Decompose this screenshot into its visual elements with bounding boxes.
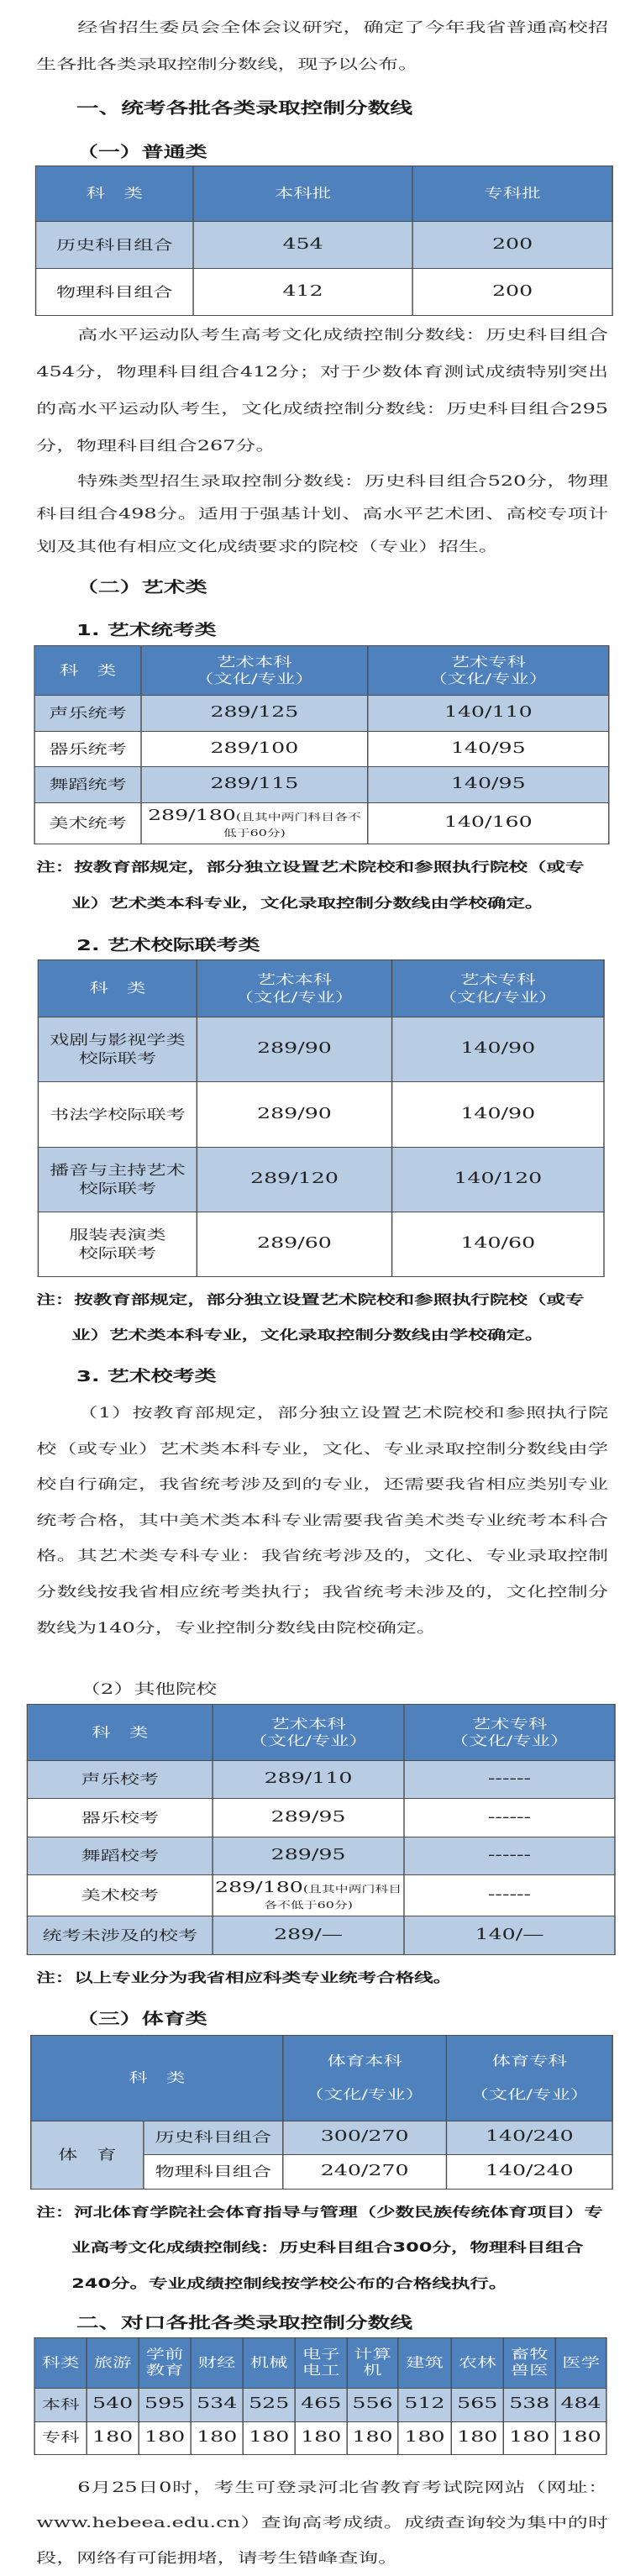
other-schools-note: 注：以上专业分为我省相应科类专业统考合格线。	[36, 1970, 453, 1985]
value-text: 180	[249, 2428, 290, 2446]
value-cell	[283, 2154, 447, 2189]
value-cell	[193, 269, 412, 316]
section-1-heading: 一、统考各批各类录取控制分数线	[76, 100, 413, 118]
value-cell	[191, 2388, 243, 2421]
special-type-paragraph: 特殊类型招生录取控制分数线：历史科目组合520分，物理科目组合498分。适用于强基计划、高水平艺术团、高校专项计划及其他有相应文化成绩要求的院校（专业）招生。	[36, 473, 609, 555]
header-title: 体育本科	[327, 2053, 402, 2069]
table-row	[36, 222, 613, 269]
value-cell	[139, 2421, 191, 2454]
value-cell	[555, 2388, 606, 2421]
art-unified-heading-slot	[0, 619, 630, 645]
category-cell: 物理科目组合	[144, 2154, 283, 2189]
value-text: 180	[560, 2428, 601, 2446]
header-cell: 畜牧 兽医	[503, 2337, 555, 2388]
header-cell	[141, 646, 368, 696]
other-schools-heading: （2）其他院校	[80, 1681, 217, 1698]
table-row	[38, 1082, 604, 1148]
vocational-table-slot	[0, 2337, 630, 2470]
header-title: 艺术专科	[450, 654, 526, 670]
sports-heading-slot	[0, 2008, 630, 2035]
value-cell	[347, 2388, 398, 2421]
sports-table	[30, 2035, 613, 2190]
value-text: 525	[249, 2395, 290, 2413]
special-slot	[0, 465, 630, 576]
header-subtitle: （文化/专业）	[449, 1733, 570, 1748]
value-text: 465	[301, 2395, 342, 2413]
value-text: 289/120	[250, 1170, 339, 1188]
value-cell	[392, 1148, 604, 1212]
table-row	[34, 696, 609, 732]
value-cell	[368, 767, 609, 803]
table-row	[38, 1148, 604, 1212]
header-title: 艺术本科	[217, 654, 292, 670]
value-text: 140/—	[475, 1926, 544, 1943]
table-header-row	[31, 2036, 612, 2121]
value-cell	[243, 2421, 295, 2454]
value-text: 289/90	[257, 1040, 332, 1058]
header-cell: 科类	[34, 2337, 87, 2388]
header-cell: 旅游	[87, 2337, 139, 2388]
art-unified-note: 注：按教育部规定，部分独立设置艺术院校和参照执行院校（或专业）艺术类本科专业，文化录取控制分数线由学校确定。	[36, 860, 585, 911]
value-text: 538	[509, 2395, 550, 2413]
value-cell	[447, 2154, 613, 2189]
table-row	[27, 1916, 615, 1955]
value-cell	[141, 803, 368, 844]
value-cell	[503, 2421, 555, 2454]
value-cell	[451, 2388, 503, 2421]
other-schools-table-slot	[0, 1704, 630, 1966]
category-cell: 美术校考	[27, 1875, 213, 1916]
header-cell: 本科批	[193, 166, 412, 222]
table-row	[27, 1761, 615, 1799]
value-text: 289/60	[257, 1235, 332, 1253]
value-text: 140/120	[454, 1170, 543, 1188]
category-cell: 播音与主持艺术 校际联考	[38, 1148, 197, 1212]
other-schools-heading-slot	[0, 1678, 630, 1704]
value-text: 180	[404, 2428, 445, 2446]
table-row	[27, 1799, 615, 1837]
category-cell: 声乐校考	[27, 1761, 213, 1799]
value-text: 180	[509, 2428, 550, 2446]
sports-group-cell: 体 育	[31, 2121, 144, 2189]
art-category-heading: （二）艺术类	[76, 579, 207, 597]
value-cell	[213, 1916, 404, 1955]
table-header-row	[38, 960, 604, 1017]
value-cell	[347, 2421, 398, 2454]
header-cell: 学前 教育	[139, 2337, 191, 2388]
high-level-slot	[0, 316, 630, 465]
value-text: 512	[404, 2395, 445, 2413]
value-text: 140/160	[444, 814, 533, 832]
category-cell: 器乐校考	[27, 1799, 213, 1837]
header-cell: 计算 机	[347, 2337, 398, 2388]
art-school-exam-heading: 3. 艺术校考类	[76, 1368, 217, 1385]
header-cell: 科 类	[27, 1705, 213, 1761]
value-cell	[193, 222, 412, 269]
value-text: 454	[282, 235, 323, 253]
value-text: 140/240	[485, 2128, 574, 2146]
header-cell: 电子 电工	[295, 2337, 347, 2388]
header-cell	[392, 960, 604, 1017]
table-row	[34, 732, 609, 767]
value-cell	[398, 2421, 451, 2454]
value-text: 140/90	[460, 1040, 536, 1058]
category-cell: 统考未涉及的校考	[27, 1916, 213, 1955]
table-header-row	[36, 166, 613, 222]
value-cell	[197, 1017, 391, 1082]
art-school-exam-para-slot	[0, 1396, 630, 1678]
value-cell	[197, 1148, 391, 1212]
value-text: 200	[492, 235, 533, 253]
table-row	[38, 1017, 604, 1082]
value-text: 412	[282, 282, 323, 300]
value-cell	[412, 222, 612, 269]
value-text: 556	[352, 2395, 393, 2413]
general-score-table	[35, 166, 613, 316]
table-header-row	[27, 1705, 615, 1761]
art-school-exam-heading-slot	[0, 1365, 630, 1396]
header-cell: 科 类	[36, 166, 193, 222]
intro-slot	[0, 9, 630, 97]
value-cell	[213, 1837, 404, 1875]
category-cell: 书法学校际联考	[38, 1082, 197, 1148]
value-text: 140/240	[485, 2162, 574, 2179]
value-cell	[404, 1837, 615, 1875]
value-cell	[243, 2388, 295, 2421]
header-subtitle: （文化/专业）	[438, 989, 558, 1005]
art-joint-heading: 2. 艺术校际联考类	[76, 937, 260, 954]
value-text: 289/125	[210, 704, 299, 722]
value-cell	[412, 269, 612, 316]
header-cell	[368, 646, 609, 696]
table-row	[34, 2421, 606, 2454]
value-footnote: (且其中两门科目各不低于60分)	[264, 1883, 402, 1911]
category-cell: 器乐统考	[34, 732, 141, 767]
table-row	[34, 2388, 606, 2421]
header-cell	[404, 1705, 615, 1761]
table-row	[38, 1212, 604, 1277]
value-text: 180	[352, 2428, 393, 2446]
value-cell	[404, 1875, 615, 1916]
general-category-heading: （一）普通类	[76, 144, 207, 161]
value-text: ------	[487, 1808, 532, 1826]
value-footnote: (且其中两门科目各不低于60分)	[223, 811, 361, 839]
vocational-score-table	[34, 2337, 606, 2455]
closing-slot	[0, 2470, 630, 2576]
value-cell	[213, 1875, 404, 1916]
header-title: 体育专科	[491, 2053, 568, 2069]
value-text: 289/180	[147, 807, 236, 824]
value-text: 140/90	[460, 1105, 536, 1122]
category-cell: 美术统考	[34, 803, 141, 844]
value-text: 289/110	[264, 1770, 353, 1788]
table-row	[27, 1875, 615, 1916]
value-text: 180	[144, 2428, 186, 2446]
value-text: ------	[487, 1886, 532, 1904]
header-title: 艺术本科	[270, 1716, 346, 1732]
value-text: 565	[457, 2395, 498, 2413]
value-text: 200	[492, 282, 533, 300]
category-cell: 服装表演类 校际联考	[38, 1212, 197, 1277]
value-text: 289/95	[270, 1808, 346, 1826]
art-joint-heading-slot	[0, 934, 630, 959]
value-cell	[404, 1761, 615, 1799]
art-joint-table-slot	[0, 959, 630, 1282]
table-row	[27, 1837, 615, 1875]
value-text: 289/95	[270, 1847, 346, 1864]
header-subtitle: （文化/专业）	[195, 671, 314, 686]
value-text: 289/100	[210, 739, 299, 757]
sports-table-slot	[0, 2035, 630, 2195]
value-cell	[139, 2388, 191, 2421]
header-cell: 医学	[555, 2337, 606, 2388]
header-subtitle: （文化/专业）	[305, 2087, 424, 2103]
value-cell	[392, 1017, 604, 1082]
value-cell	[197, 1082, 391, 1148]
value-text: 289/115	[210, 775, 299, 793]
table-row	[36, 269, 613, 316]
value-text: 240/270	[320, 2162, 409, 2179]
art-unified-note-slot	[0, 849, 630, 934]
other-schools-table	[27, 1704, 616, 1955]
value-cell	[404, 1916, 615, 1955]
value-cell	[451, 2421, 503, 2454]
category-cell: 物理科目组合	[36, 269, 193, 316]
header-cell: 建筑	[398, 2337, 451, 2388]
section-1-slot	[0, 97, 630, 141]
value-cell	[87, 2388, 139, 2421]
sports-note-slot	[0, 2195, 630, 2312]
header-cell: 财经	[191, 2337, 243, 2388]
category-cell: 专科	[34, 2421, 87, 2454]
closing-paragraph: 6月25日0时，考生可登录河北省教育考试院网站（网址：www.hebeea.edu.cn）查询高考成绩。成绩查询较为集中的时段，网络有可能拥堵，请考生错峰查询。	[36, 2479, 609, 2566]
value-cell	[392, 1212, 604, 1277]
value-text: 534	[197, 2395, 238, 2413]
header-cell	[213, 1705, 404, 1761]
value-cell	[368, 732, 609, 767]
sports-category-heading: （三）体育类	[76, 2011, 207, 2028]
art-joint-table	[38, 959, 605, 1277]
value-cell	[141, 732, 368, 767]
value-text: 140/110	[444, 704, 533, 722]
value-text: 484	[560, 2395, 601, 2413]
header-subtitle: （文化/专业）	[428, 671, 549, 686]
high-level-sports-paragraph: 高水平运动队考生高考文化成绩控制分数线：历史科目组合454分，物理科目组合412分；对于少数体育测试成绩特别突出的高水平运动队考生，文化成绩控制分数线：历史科目组合295分，物理科目组合267分。	[36, 327, 609, 454]
value-text: 140/60	[460, 1235, 536, 1253]
value-cell	[191, 2421, 243, 2454]
value-text: 140/95	[450, 775, 526, 793]
value-text: 180	[457, 2428, 498, 2446]
table-row	[34, 803, 609, 844]
value-text: 180	[301, 2428, 342, 2446]
art-heading-slot	[0, 576, 630, 619]
header-cell	[197, 960, 391, 1017]
value-cell	[368, 696, 609, 732]
header-title: 艺术本科	[256, 972, 333, 988]
value-text: 289/90	[257, 1105, 332, 1122]
art-unified-table-slot	[0, 645, 630, 849]
value-text: 180	[197, 2428, 238, 2446]
table-row	[31, 2121, 612, 2154]
header-cell-college	[447, 2036, 613, 2121]
art-unified-table	[34, 645, 609, 844]
value-cell	[404, 1799, 615, 1837]
category-cell: 历史科目组合	[36, 222, 193, 269]
header-cell: 农林	[451, 2337, 503, 2388]
table-row	[34, 767, 609, 803]
value-cell	[213, 1799, 404, 1837]
category-cell: 舞蹈校考	[27, 1837, 213, 1875]
value-cell	[87, 2421, 139, 2454]
value-text: ------	[487, 1770, 532, 1788]
section-2-heading: 二、对口各批各类录取控制分数线	[76, 2314, 413, 2332]
value-cell	[213, 1761, 404, 1799]
header-subtitle: （文化/专业）	[234, 989, 354, 1005]
value-text: 540	[92, 2395, 134, 2413]
value-cell	[141, 767, 368, 803]
value-cell	[447, 2121, 613, 2154]
header-subtitle: （文化/专业）	[470, 2087, 590, 2103]
header-cell: 机械	[243, 2337, 295, 2388]
value-text: 180	[92, 2428, 134, 2446]
category-cell: 戏剧与影视学类 校际联考	[38, 1017, 197, 1082]
header-cell: 科 类	[34, 646, 141, 696]
category-cell: 声乐统考	[34, 696, 141, 732]
value-cell	[398, 2388, 451, 2421]
value-cell	[141, 696, 368, 732]
value-cell	[295, 2421, 347, 2454]
art-school-exam-paragraph: （1）按教育部规定，部分独立设置艺术院校和参照执行院校（或专业）艺术类本科专业，文化、专业录取控制分数线由学校自行确定，我省统考涉及到的专业，还需要我省相应类别专业统考合格，其中美术类本科专业需要我省美术类专业统考本科合格。其艺术类专科专业：我省统考涉及的，文化、专业录取控制分数线按我省相应统考类执行；我省统考未涉及的，文化控制分数线为140分，专业控制分数线由院校确定。	[36, 1405, 609, 1636]
value-cell	[295, 2388, 347, 2421]
sports-note: 注：河北体育学院社会体育指导与管理（少数民族传统体育项目）专业高考文化成绩控制线：历史科目组合300分，物理科目组合240分。专业成绩控制线按学校公布的合格线执行。	[36, 2204, 604, 2291]
section-2-slot	[0, 2312, 630, 2337]
value-cell	[503, 2388, 555, 2421]
header-cell-category: 科 类	[31, 2036, 283, 2121]
value-cell	[368, 803, 609, 844]
header-title: 艺术专科	[460, 972, 536, 988]
value-text: 289/—	[274, 1926, 344, 1943]
value-cell	[283, 2121, 447, 2154]
art-joint-note: 注：按教育部规定，部分独立设置艺术院校和参照执行院校（或专业）艺术类本科专业，文化录取控制分数线由学校确定。	[36, 1292, 585, 1343]
value-text: 300/270	[320, 2128, 409, 2146]
header-subtitle: （文化/专业）	[249, 1733, 368, 1748]
value-text: 595	[144, 2395, 186, 2413]
header-cell: 专科批	[412, 166, 612, 222]
value-cell	[555, 2421, 606, 2454]
value-text: 140/95	[450, 739, 526, 757]
header-cell: 科 类	[38, 960, 197, 1017]
art-unified-heading: 1. 艺术统考类	[76, 622, 217, 639]
category-cell: 舞蹈统考	[34, 767, 141, 803]
value-text: ------	[487, 1847, 532, 1864]
art-joint-note-slot	[0, 1282, 630, 1365]
value-cell	[392, 1082, 604, 1148]
category-cell: 本科	[34, 2388, 87, 2421]
header-title: 艺术专科	[471, 1716, 548, 1732]
general-table-slot	[0, 166, 630, 316]
value-text: 289/180	[215, 1879, 303, 1896]
other-schools-note-slot	[0, 1966, 630, 2008]
intro-paragraph: 经省招生委员会全体会议研究，确定了今年我省普通高校招生各批各类录取控制分数线，现予以公布。	[36, 19, 609, 72]
header-cell-bachelor	[283, 2036, 447, 2121]
value-cell	[197, 1212, 391, 1277]
table-header-row	[34, 646, 609, 696]
general-heading-slot	[0, 141, 630, 166]
category-cell: 历史科目组合	[144, 2121, 283, 2154]
table-header-row	[34, 2337, 606, 2388]
